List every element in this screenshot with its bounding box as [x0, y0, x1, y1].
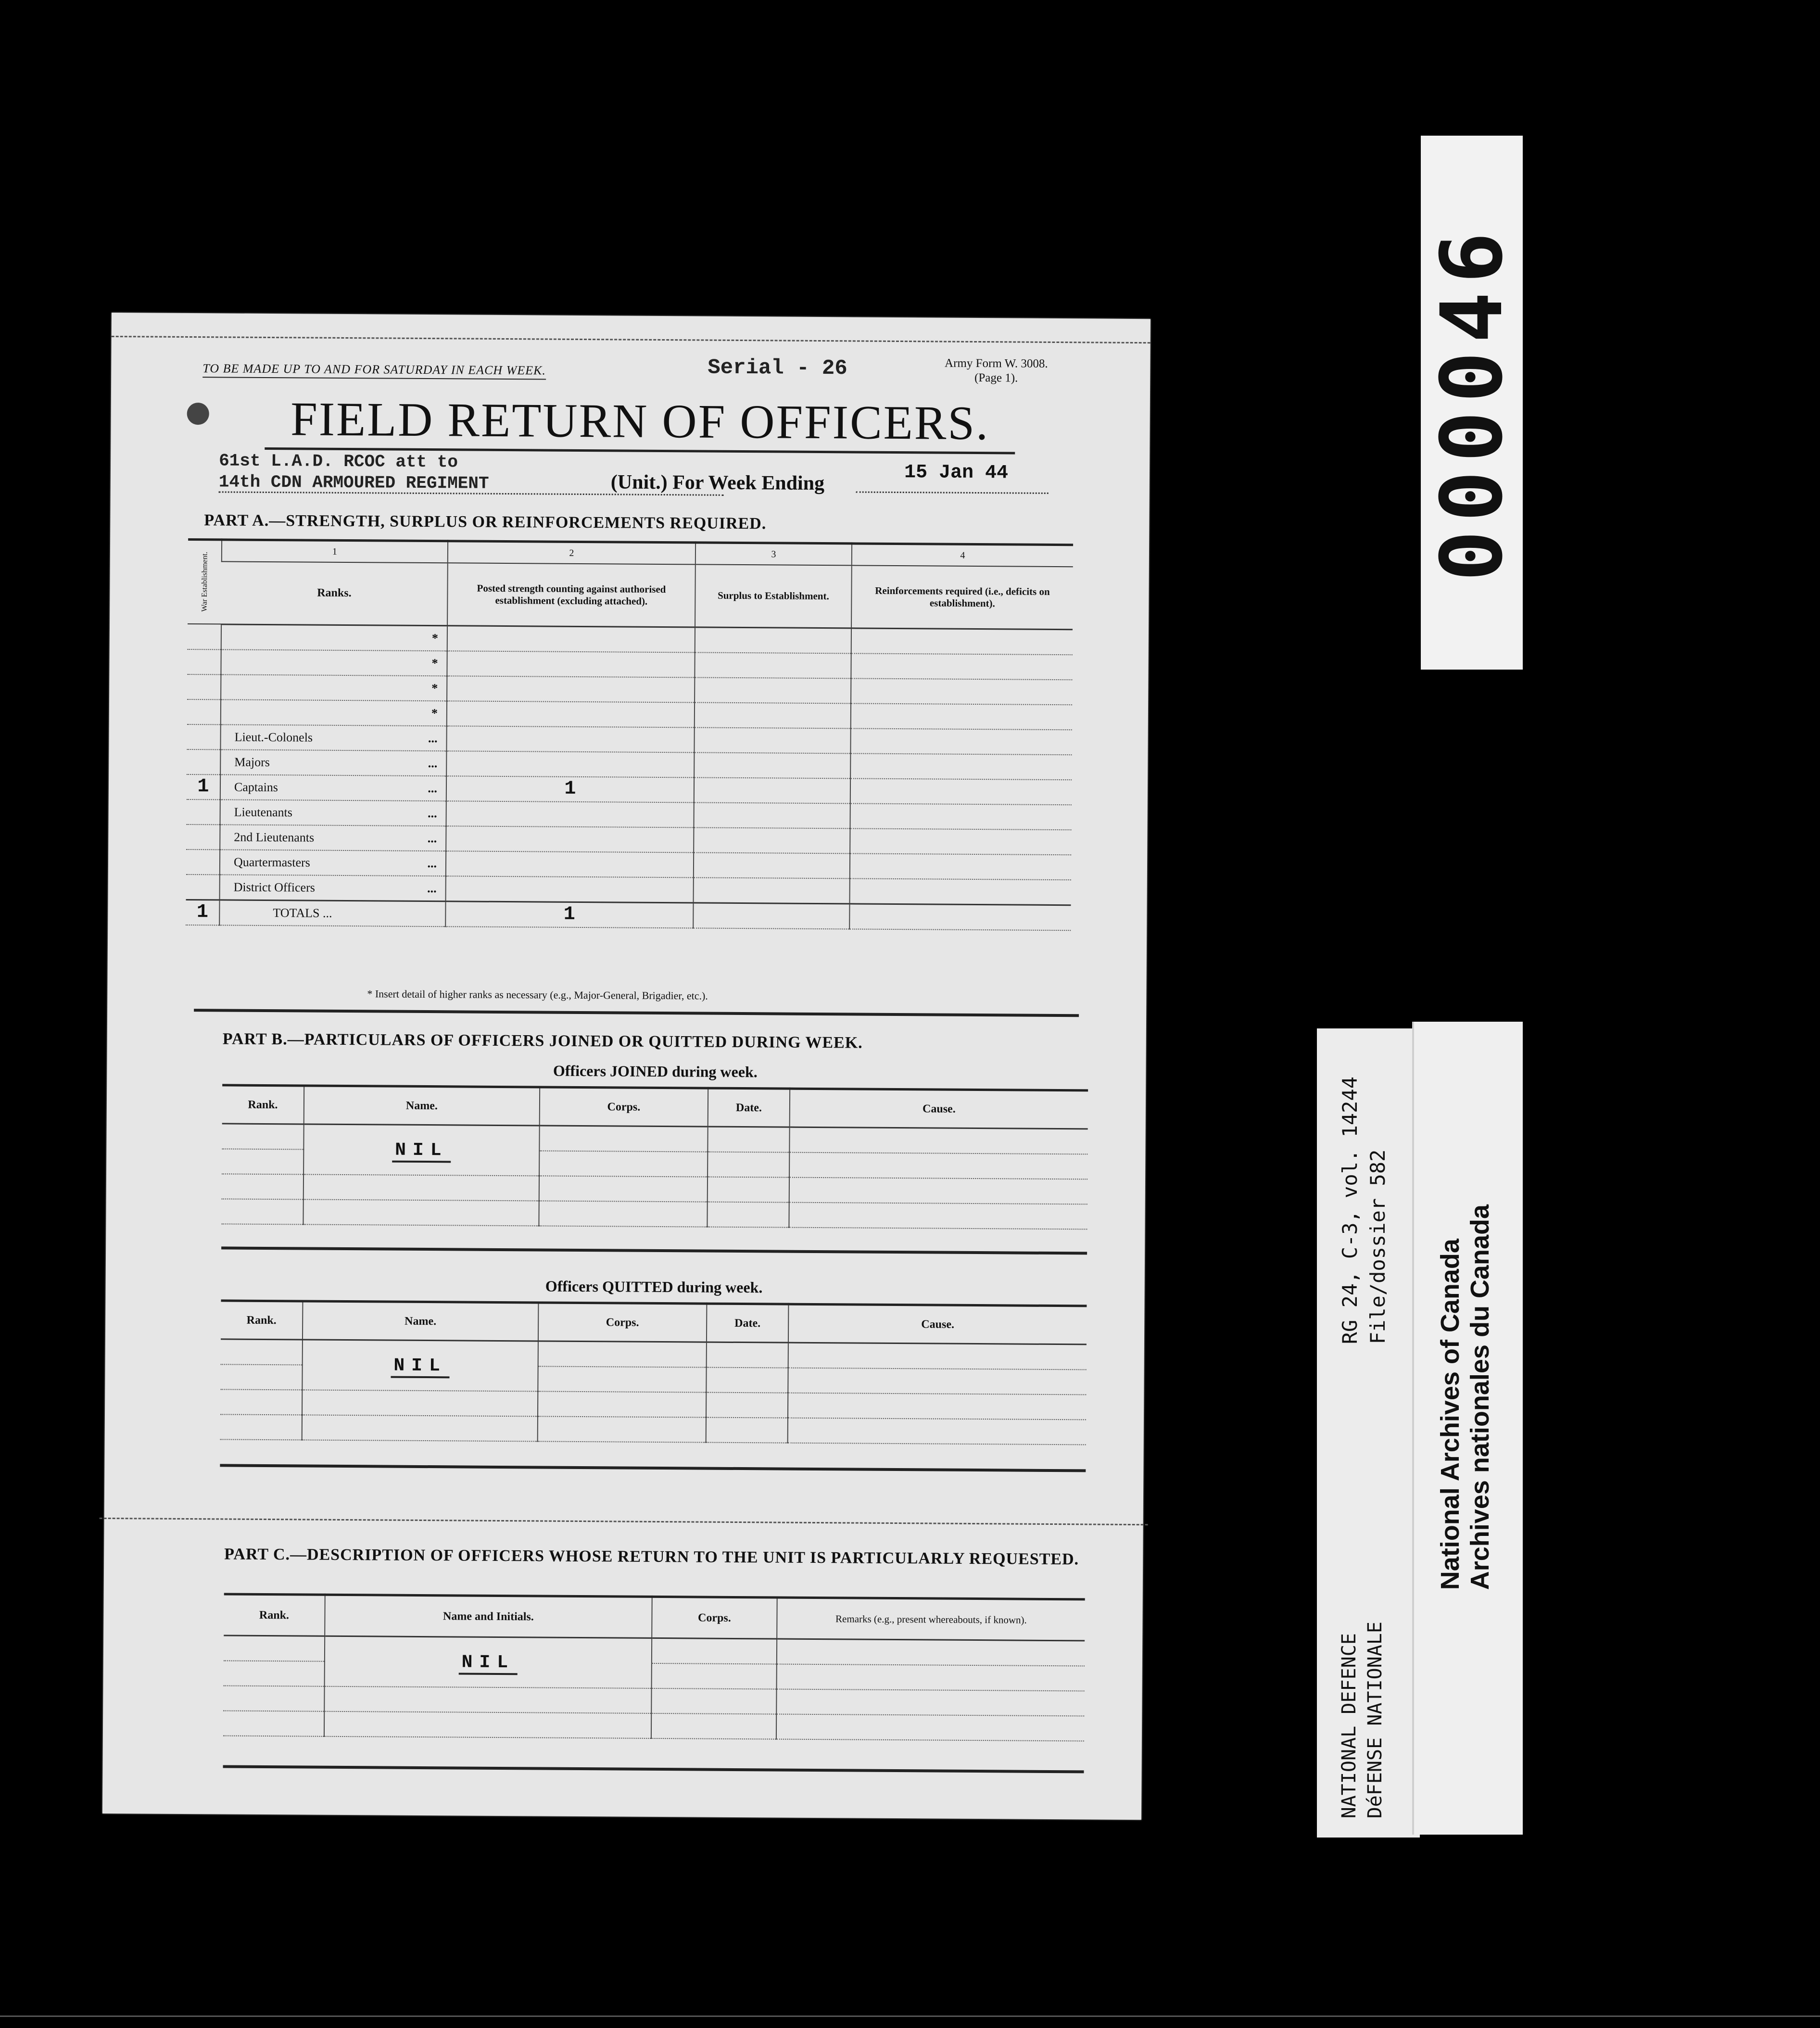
perforation-line: [112, 336, 1150, 343]
unit-line-1: 61st L.A.D. RCOC att to: [218, 451, 458, 472]
rank-label: Majors: [234, 755, 270, 769]
corps-column-header: Corps.: [652, 1597, 777, 1639]
totals-label: TOTALS ...: [219, 900, 445, 926]
table-row: [220, 1414, 1086, 1445]
totals-war-establishment: 1: [186, 900, 219, 925]
form-title: FIELD RETURN OF OFFICERS.: [265, 391, 1015, 455]
frame-number-strip: [1421, 136, 1523, 670]
rank-column-header: Rank.: [221, 1301, 303, 1340]
section-divider: [223, 1765, 1084, 1773]
rank-label-cell: [220, 799, 446, 826]
archive-reference: RG 24, C-3, vol. 14244 File/dossier 582: [1338, 1077, 1390, 1344]
column-header-row: [188, 561, 1073, 629]
perforation-line: [100, 1518, 1148, 1525]
rank-label: Lieutenants: [234, 805, 293, 819]
rank-leader-dots: ...: [427, 881, 437, 895]
war-establishment-value: [186, 849, 220, 874]
rank-leader-dots: ...: [428, 806, 437, 820]
cause-column-header: Cause.: [788, 1304, 1087, 1344]
posted-strength-value: [446, 876, 694, 903]
rank-column-header: Rank.: [224, 1594, 325, 1636]
punch-hole: [187, 403, 209, 425]
rank-label-cell: [220, 824, 446, 851]
table-row: [221, 1339, 1087, 1369]
posted-strength-value: [446, 751, 694, 777]
posted-strength-value: [446, 826, 694, 852]
totals-row: [186, 900, 1071, 930]
form-number: [924, 356, 1068, 386]
part-c-header-row: [224, 1594, 1085, 1641]
rank-leader-dots: ...: [428, 756, 438, 770]
posted-strength-value: [446, 851, 694, 877]
war-establishment-value: [186, 874, 220, 900]
nil-entry: NIL: [392, 1140, 451, 1163]
column-number-2: 2: [448, 541, 695, 565]
part-c-heading: PART C.—DESCRIPTION OF OFFICERS WHOSE RETURN TO THE UNIT IS PARTICULARLY REQUESTED.: [224, 1545, 1079, 1569]
table-row: [221, 1199, 1087, 1229]
reinforcements-header: Reinforcements required (i.e., deficits on establishment).: [851, 565, 1073, 629]
archive-institution-label: [1412, 1022, 1523, 1835]
week-ending-value: 15 Jan 44: [904, 462, 1009, 484]
quitted-heading: Officers QUITTED during week.: [545, 1277, 763, 1296]
name-column-header: Name.: [304, 1086, 540, 1126]
part-a-footnote: * Insert detail of higher ranks as necessary (e.g., Major-General, Brigadier, etc.).: [367, 988, 708, 1002]
rank-label-cell: [220, 724, 446, 751]
asterisk: *: [431, 631, 438, 645]
form-number-text: Army Form W. 3008.: [944, 356, 1048, 370]
rank-label: Captains: [234, 780, 278, 794]
rank-label: Quartermasters: [233, 855, 310, 870]
joined-table: [221, 1084, 1088, 1229]
war-establishment-header: War Establishment.: [188, 539, 222, 624]
war-establishment-value: 1: [187, 774, 220, 799]
ranks-header: Ranks.: [221, 561, 448, 625]
department-name: NATIONAL DEFENCE DéFENSE NATIONALE: [1338, 1621, 1386, 1818]
posted-strength-header: Posted strength counting against authorised establishment (excluding attached).: [447, 563, 695, 627]
table-row: [222, 1124, 1087, 1154]
unit-line-2: 14th CDN ARMOURED REGIMENT: [218, 472, 489, 494]
corps-column-header: Corps.: [540, 1087, 708, 1127]
table-row: [223, 1711, 1084, 1741]
rank-label-cell: [220, 774, 446, 801]
war-establishment-value: [187, 724, 220, 749]
unit-label: (Unit.) For Week Ending: [610, 471, 825, 495]
corps-column-header: Corps.: [538, 1303, 707, 1342]
totals-posted-strength: 1: [445, 901, 693, 928]
rank-label-cell: [220, 849, 446, 876]
rank-label: District Officers: [233, 880, 316, 895]
asterisk: *: [431, 706, 438, 720]
posted-strength-value: [446, 726, 694, 752]
institution-name: National Archives of Canada Archives nationales du Canada: [1436, 1204, 1494, 1590]
form-page-text: (Page 1).: [974, 371, 1018, 385]
archive-reference-label: [1317, 1028, 1420, 1838]
section-divider: [221, 1246, 1087, 1255]
rank-leader-dots: ...: [427, 856, 437, 870]
date-column-header: Date.: [708, 1088, 790, 1127]
rank-label: Lieut.-Colonels: [234, 730, 313, 745]
cause-column-header: Cause.: [790, 1089, 1088, 1129]
serial-number: Serial - 26: [708, 355, 847, 381]
table-row: [224, 1635, 1085, 1666]
part-a-table: [186, 538, 1073, 931]
rank-leader-dots: ...: [428, 731, 438, 745]
rank-label-cell: [220, 875, 446, 901]
frame-number: 000046: [1422, 224, 1521, 582]
rank-leader-dots: ...: [428, 781, 438, 795]
posted-strength-value: [446, 801, 694, 827]
remarks-column-header: Remarks (e.g., present whereabouts, if known).: [777, 1597, 1085, 1641]
field-return-form: [102, 313, 1150, 1820]
section-divider: [194, 1009, 1079, 1017]
war-establishment-value: [187, 799, 220, 824]
war-establishment-value: [186, 824, 220, 849]
nil-entry: NIL: [459, 1652, 518, 1675]
joined-header-row: [222, 1085, 1088, 1129]
quitted-header-row: [221, 1301, 1087, 1344]
part-c-table: [223, 1593, 1085, 1741]
form-instruction: TO BE MADE UP TO AND FOR SATURDAY IN EACH WEEK.: [202, 361, 546, 380]
asterisk: *: [431, 681, 438, 695]
column-number-4: 4: [852, 544, 1073, 567]
week-dotted-line: [856, 491, 1049, 494]
nil-entry: NIL: [391, 1355, 450, 1378]
rank-leader-dots: ...: [427, 831, 437, 845]
war-establishment-value: [187, 749, 220, 774]
column-number-1: 1: [222, 540, 448, 563]
rank-label: 2nd Lieutenants: [234, 830, 315, 845]
part-b-heading: PART B.—PARTICULARS OF OFFICERS JOINED OR QUITTED DURING WEEK.: [222, 1030, 863, 1052]
name-initials-column-header: Name and Initials.: [325, 1595, 652, 1638]
name-column-header: Name.: [303, 1301, 538, 1341]
date-column-header: Date.: [707, 1304, 788, 1343]
asterisk: *: [431, 656, 438, 670]
film-edge-line: [0, 2015, 1820, 2017]
rank-column-header: Rank.: [222, 1085, 304, 1124]
column-number-3: 3: [695, 543, 852, 565]
unit-name: [219, 450, 489, 494]
quitted-table: [220, 1299, 1087, 1445]
posted-strength-value: 1: [446, 776, 694, 802]
joined-heading: Officers JOINED during week.: [553, 1062, 758, 1081]
section-divider: [220, 1464, 1086, 1472]
part-a-heading: PART A.—STRENGTH, SURPLUS OR REINFORCEMENTS REQUIRED.: [204, 511, 767, 533]
surplus-header: Surplus to Establishment.: [695, 564, 852, 628]
rank-label-cell: [220, 749, 446, 776]
